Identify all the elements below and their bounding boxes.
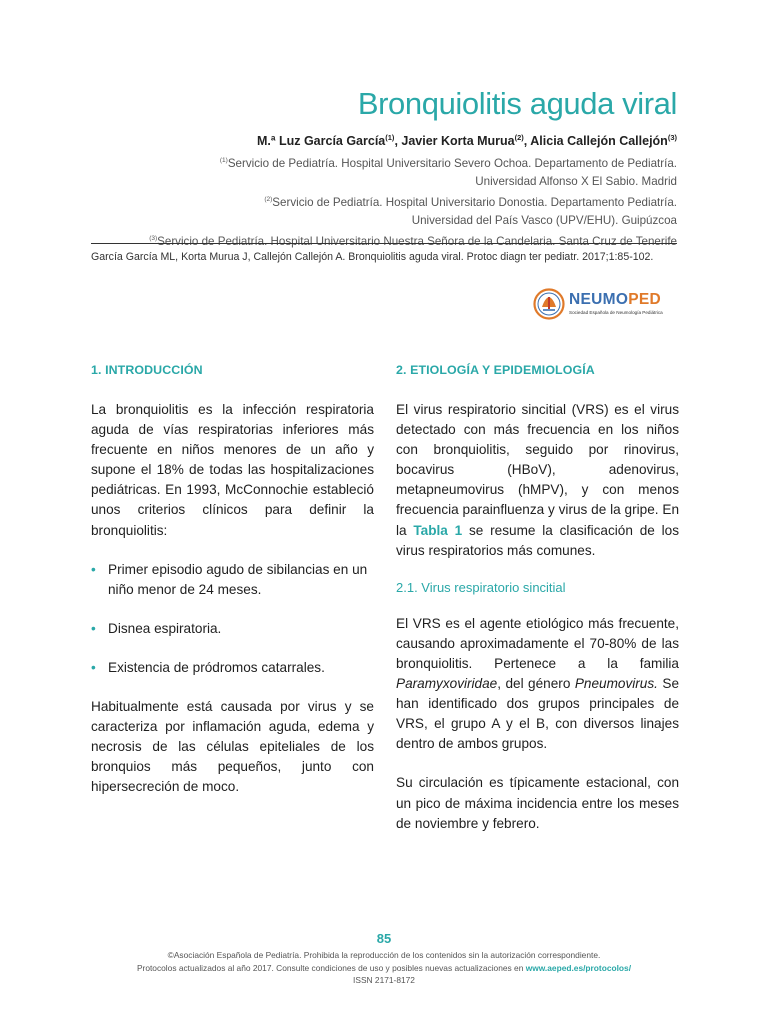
paragraph-text: , del género bbox=[497, 676, 575, 692]
paragraph: Su circulación es típicamente estacional, con un pico de máxima incidencia entre los meses de noviembre y febrero. bbox=[396, 775, 679, 831]
section-heading-etiologia: 2. ETIOLOGÍA Y EPIDEMIOLOGÍA bbox=[396, 363, 595, 377]
bullet-icon: • bbox=[91, 620, 96, 636]
neumoped-logo bbox=[533, 287, 677, 321]
footer-text: Protocolos actualizados al año 2017. Consulte condiciones de uso y posibles nuevas actualizaciones en bbox=[136, 962, 526, 973]
logo-subtitle: Sociedad Española de Neumología Pediátrica bbox=[569, 310, 663, 315]
bullet-icon: • bbox=[91, 561, 96, 577]
article-title: Bronquiolitis aguda viral bbox=[357, 86, 677, 121]
taxon-name: Pneumovirus. bbox=[574, 676, 658, 692]
affiliation-marker: (3) bbox=[149, 234, 158, 242]
author-name: Alicia Callejón Callejón bbox=[530, 134, 668, 149]
taxon-name: Paramyxoviridae bbox=[396, 676, 498, 692]
logo-wordmark bbox=[569, 292, 663, 308]
logo-text bbox=[569, 292, 663, 316]
author-affiliation-marker: (3) bbox=[667, 133, 677, 142]
list-item-text: Disnea espiratoria. bbox=[108, 620, 222, 636]
author-separator: , bbox=[394, 134, 402, 149]
copyright-line: ©Asociación Española de Pediatría. Prohibida la reproducción de los contenidos sin la autorización correspondiente. bbox=[167, 950, 601, 960]
paragraph-text: se resume la clasificación de los virus respiratorios más comunes. bbox=[396, 522, 679, 558]
logo-wordmark-neumo: NEUMO bbox=[569, 291, 629, 308]
page-number: 85 bbox=[376, 931, 392, 946]
author-name: M.ª Luz García García bbox=[256, 134, 386, 149]
list-item-text: Primer episodio agudo de sibilancias en un niño menor de 24 meses. bbox=[108, 561, 368, 597]
list-item bbox=[91, 619, 374, 639]
affiliation-marker: (1) bbox=[219, 157, 228, 164]
protocols-link[interactable]: www.aeped.es/protocolos/ bbox=[525, 962, 632, 973]
affiliation-line: Servicio de Pediatría. Hospital Universitario Severo Ochoa. Departamento de Pediatría. bbox=[227, 156, 677, 170]
section-heading-introduccion: 1. INTRODUCCIÓN bbox=[91, 363, 203, 377]
left-column bbox=[91, 363, 374, 817]
list-item bbox=[91, 560, 374, 600]
paragraph: La bronquiolitis es la infección respiratoria aguda de vías respiratorias inferiores más frecuente en niños menores de un año y supone el 18% de todas las hospitalizaciones pediátricas. En 1993, McConnochie estableció unos criterios clínicos para definir la bronquiolitis: bbox=[91, 402, 374, 538]
paragraph bbox=[396, 400, 679, 561]
affiliation-marker: (2) bbox=[264, 195, 273, 203]
affiliation-list bbox=[77, 152, 677, 251]
affiliation-line: Universidad del País Vasco (UPV/EHU). Guipúzcoa bbox=[411, 213, 677, 227]
criteria-list bbox=[91, 560, 374, 678]
list-item bbox=[91, 658, 374, 678]
author-separator: , bbox=[523, 134, 531, 149]
author-affiliation-marker: (2) bbox=[514, 133, 524, 142]
author-name: Javier Korta Murua bbox=[401, 134, 515, 149]
paragraph bbox=[396, 614, 679, 755]
paragraph-text: El virus respiratorio sincitial (VRS) es el virus detectado con más frecuencia en los niños con bronquiolitis, seguido por rinovirus, bocavirus (HBoV), adenovirus, metapneumovirus (hMPV), y con menos frecuencia parainfluenza y virus de la gripe. En la bbox=[396, 402, 679, 538]
affiliation-line: Servicio de Pediatría. Hospital Universitario Nuestra Señora de la Candelaria. Santa Cruz de Tenerife bbox=[157, 234, 677, 248]
affiliation-line: Servicio de Pediatría. Hospital Universitario Donostia. Departamento Pediatría. bbox=[272, 195, 677, 209]
header-divider bbox=[91, 243, 677, 244]
footer-line bbox=[0, 962, 768, 975]
bullet-icon: • bbox=[91, 659, 96, 675]
paragraph-text: Se han identificado dos grupos principales de VRS, el grupo A y el B, con diversos linajes dentro de ambos grupos. bbox=[396, 676, 680, 752]
author-affiliation-marker: (1) bbox=[385, 133, 395, 142]
table-reference-link[interactable]: Tabla 1 bbox=[413, 522, 463, 538]
paragraph: Habitualmente está causada por virus y se caracteriza por inflamación aguda, edema y necrosis de las células epiteliales de los bronquios más pequeños, junto con hipersecreción de moco. bbox=[91, 699, 374, 795]
logo-wordmark-ped: PED bbox=[628, 291, 661, 308]
affiliation bbox=[77, 152, 677, 191]
citation: García García ML, Korta Murua J, Callejón Callejón A. Bronquiolitis aguda viral. Protoc diagn ter pediatr. 2017;1:85-102. bbox=[91, 251, 654, 263]
right-column bbox=[396, 363, 679, 853]
list-item-text: Existencia de pródromos catarrales. bbox=[108, 659, 325, 675]
subsection-heading-vrs: 2.1. Virus respiratorio sincitial bbox=[396, 579, 566, 595]
paragraph-text: El VRS es el agente etiológico más frecuente, causando aproximadamente el 70-80% de las bronquiolitis. Pertenece a la familia bbox=[396, 615, 679, 671]
issn: ISSN 2171-8172 bbox=[353, 975, 415, 985]
affiliation-line: Universidad Alfonso X El Sabio. Madrid bbox=[475, 174, 677, 188]
seneped-emblem-icon bbox=[533, 288, 565, 320]
affiliation bbox=[77, 191, 677, 230]
author-list bbox=[257, 133, 677, 148]
page-footer bbox=[0, 949, 768, 987]
affiliation bbox=[77, 230, 677, 251]
